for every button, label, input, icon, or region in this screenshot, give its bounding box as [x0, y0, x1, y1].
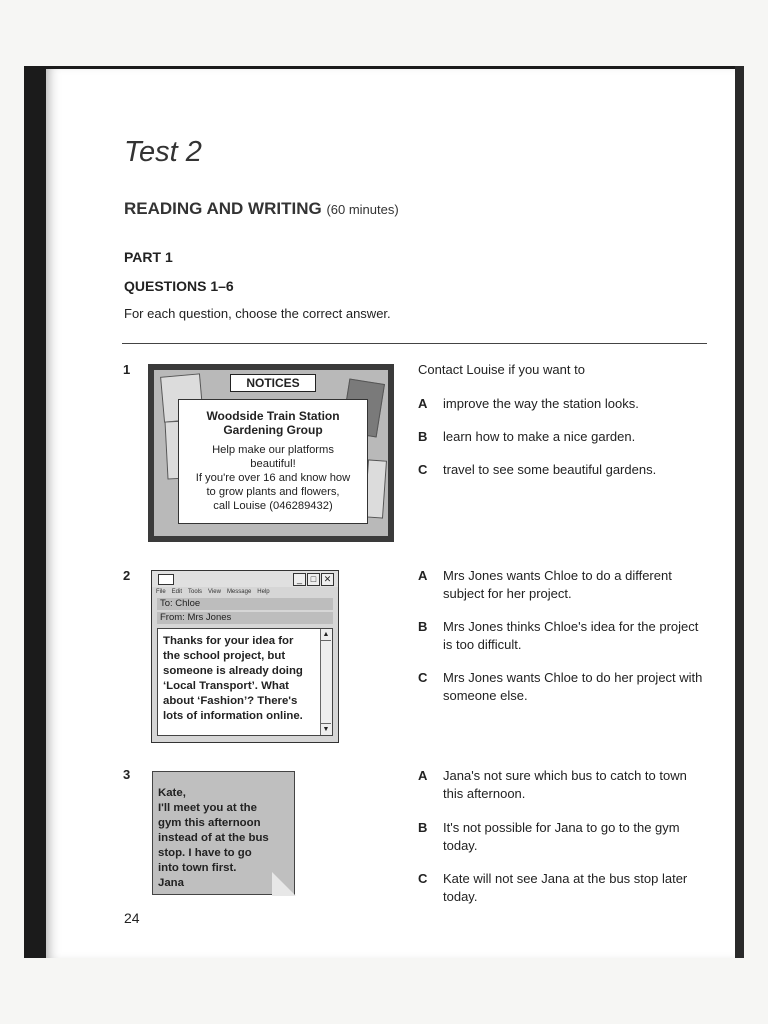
option-letter: A — [418, 568, 428, 583]
option-letter: B — [418, 429, 428, 444]
email-line: Thanks for your idea for — [163, 635, 294, 647]
option-letter: B — [418, 619, 428, 634]
notice-card — [178, 399, 368, 524]
question-1-option-c — [418, 461, 708, 479]
note-line: into town first. — [158, 862, 237, 874]
menu-file: File — [156, 589, 166, 595]
question-3-option-c — [418, 870, 708, 906]
page-number: 24 — [124, 910, 140, 926]
option-letter: C — [418, 462, 428, 477]
scroll-up-icon: ▲ — [321, 629, 331, 641]
note-line: instead of at the bus — [158, 832, 269, 844]
email-to-field: To: Chloe — [157, 598, 333, 610]
test-title: Test 2 — [124, 136, 202, 168]
menu-message: Message — [226, 589, 252, 595]
notice-heading-line: Gardening Group — [223, 423, 323, 437]
scan-shadow-right — [735, 66, 744, 958]
option-text: travel to see some beautiful gardens. — [443, 462, 657, 477]
notice-body-line: to grow plants and flowers, — [206, 486, 340, 498]
email-line: someone is already doing — [163, 665, 303, 677]
scroll-down-icon: ▼ — [321, 723, 331, 735]
questions-heading: QUESTIONS 1–6 — [124, 278, 234, 294]
sticky-note-text — [158, 786, 288, 891]
notice-body-line: If you're over 16 and know how — [195, 472, 351, 484]
question-number-3: 3 — [123, 767, 131, 782]
option-text: Kate will not see Jana at the bus stop later today. — [443, 871, 688, 904]
notice-body-line: beautiful! — [250, 458, 296, 470]
question-3-option-a — [418, 767, 708, 803]
question-1-option-b — [418, 428, 708, 446]
notice-heading-line: Woodside Train Station — [206, 409, 340, 423]
question-1-option-a — [418, 395, 708, 413]
email-from-field: From: Mrs Jones — [157, 612, 333, 624]
option-letter: C — [418, 871, 428, 886]
divider — [122, 343, 707, 344]
email-line: about ‘Fashion’? There's — [163, 695, 298, 707]
note-line: gym this afternoon — [158, 817, 261, 829]
close-icon: ✕ — [321, 573, 334, 586]
option-text: improve the way the station looks. — [443, 396, 639, 411]
menu-view: View — [208, 589, 221, 595]
notice-body-line: call Louise (046289432) — [213, 500, 333, 512]
option-text: Mrs Jones thinks Chloe's idea for the project is too difficult. — [443, 619, 699, 652]
question-number-2: 2 — [123, 568, 131, 583]
section-heading — [124, 199, 399, 219]
email-line: ‘Local Transport’. What — [163, 680, 289, 692]
option-text: Jana's not sure which bus to catch to town this afternoon. — [443, 768, 687, 801]
notices-label: NOTICES — [230, 374, 316, 392]
option-letter: A — [418, 768, 428, 783]
email-titlebar — [152, 571, 338, 587]
question-2-option-a — [418, 567, 708, 603]
question-1-stem: Contact Louise if you want to — [418, 362, 585, 377]
note-line: Kate, — [158, 787, 186, 799]
email-text — [163, 634, 323, 724]
note-line: stop. I have to go — [158, 847, 252, 859]
question-number-1: 1 — [123, 362, 131, 377]
option-text: Mrs Jones wants Chloe to do her project with someone else. — [443, 670, 703, 703]
option-letter: A — [418, 396, 428, 411]
scan-shadow-left — [24, 66, 46, 958]
email-line: lots of information online. — [163, 710, 303, 722]
note-line: I'll meet you at the — [158, 802, 257, 814]
question-2-option-c — [418, 669, 708, 705]
note-line: Jana — [158, 877, 184, 889]
maximize-icon: □ — [307, 573, 320, 586]
menu-tools: Tools — [188, 589, 203, 595]
email-line: the school project, but — [163, 650, 286, 662]
option-text: Mrs Jones wants Chloe to do a different subject for her project. — [443, 568, 672, 601]
notice-body-line: Help make our platforms — [212, 444, 334, 456]
email-window — [151, 570, 339, 743]
part-heading: PART 1 — [124, 249, 173, 265]
instructions: For each question, choose the correct answer. — [124, 306, 391, 321]
email-scrollbar — [320, 629, 332, 735]
option-text: learn how to make a nice garden. — [443, 429, 636, 444]
menu-edit: Edit — [171, 589, 183, 595]
envelope-icon — [158, 574, 174, 585]
option-letter: C — [418, 670, 428, 685]
option-letter: B — [418, 820, 428, 835]
question-3-option-b — [418, 819, 708, 855]
section-title: READING AND WRITING — [124, 199, 322, 218]
section-duration: (60 minutes) — [326, 202, 399, 217]
minimize-icon: _ — [293, 573, 306, 586]
question-2-option-b — [418, 618, 708, 654]
menu-help: Help — [257, 589, 270, 595]
email-menubar — [156, 587, 336, 597]
option-text: It's not possible for Jana to go to the gym today. — [443, 820, 680, 853]
email-body — [157, 628, 333, 736]
